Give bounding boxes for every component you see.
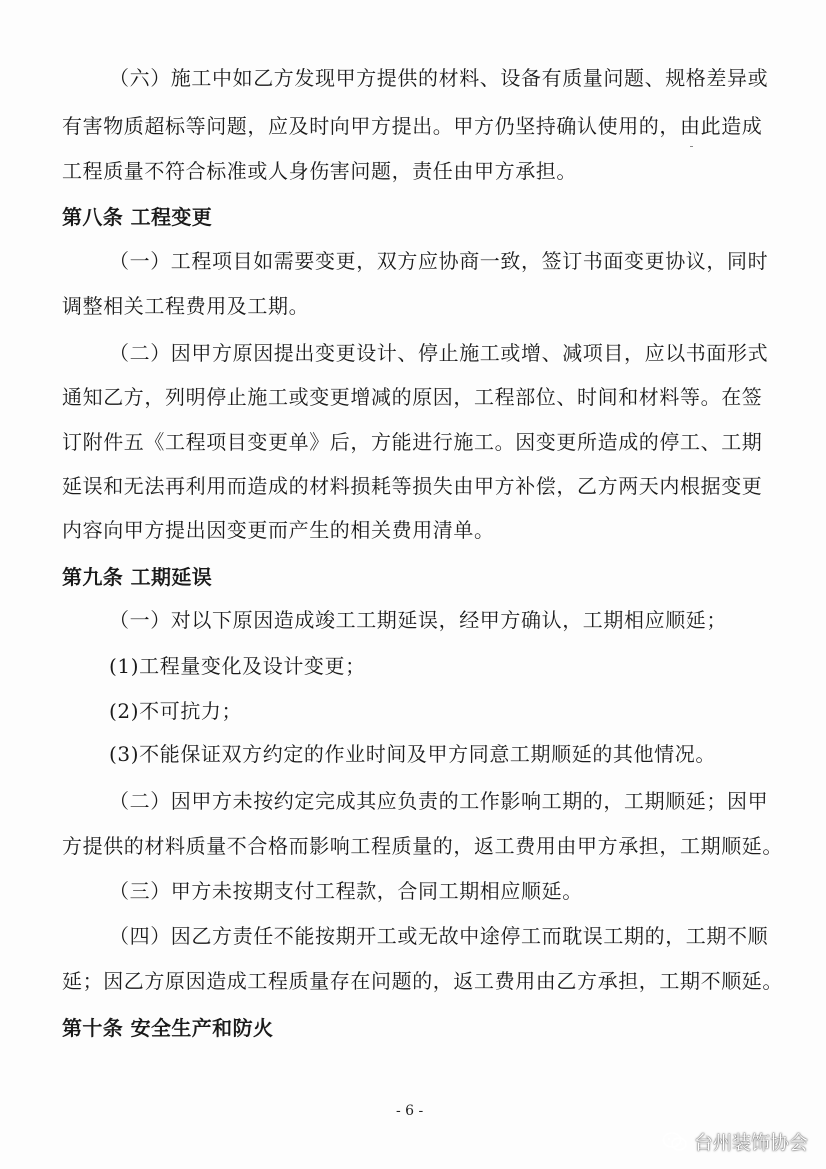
list-item: (3)不能保证双方约定的作业时间及甲方同意工期顺延的其他情况。 (109, 742, 716, 766)
list-item: (2)不可抗力； (109, 699, 243, 723)
section-heading: 第八条 工程变更 (62, 205, 213, 229)
paragraph-line: 工程质量不符合标准或人身伤害问题，责任由甲方承担。 (62, 159, 577, 183)
paragraph-line: （六）施工中如乙方发现甲方提供的材料、设备有质量问题、规格差异或 (109, 66, 769, 90)
paragraph-line: （一）对以下原因造成竣工工期延误，经甲方确认，工期相应顺延； (109, 608, 727, 632)
paragraph-line: （二）因甲方原因提出变更设计、停止施工或增、减项目，应以书面形式 (109, 341, 769, 365)
section-heading: 第九条 工期延误 (62, 565, 213, 589)
paragraph-line: （二）因甲方未按约定完成其应负责的工作影响工期的，工期顺延；因甲 (109, 789, 769, 813)
watermark-text: 台州装饰协会 (693, 1132, 808, 1154)
page-number: - 6 - (396, 1103, 424, 1119)
paragraph-line: 内容向甲方提出因变更而产生的相关费用清单。 (62, 518, 495, 542)
watermark (662, 1128, 808, 1155)
paragraph-line: 通知乙方，列明停止施工或变更增减的原因，工程部位、时间和材料等。在签 (62, 385, 763, 409)
paragraph-line: （三）甲方未按期支付工程款，合同工期相应顺延。 (109, 879, 583, 903)
paragraph-line: 延误和无法再利用而造成的材料损耗等损失由甲方补偿，乙方两天内根据变更 (62, 474, 763, 498)
paragraph-line: 有害物质超标等问题，应及时向甲方提出。甲方仍坚持确认使用的，由此造成 (62, 114, 763, 138)
wechat-icon (662, 1131, 688, 1153)
scan-speck (690, 146, 693, 147)
paragraph-line: （四）因乙方责任不能按期开工或无故中途停工而耽误工期的，工期不顺 (109, 924, 769, 948)
paragraph-line: 订附件五《工程项目变更单》后，方能进行施工。因变更所造成的停工、工期 (62, 430, 763, 454)
paragraph-line: （一）工程项目如需要变更，双方应协商一致，签订书面变更协议，同时 (109, 249, 769, 273)
paragraph-line: 方提供的材料质量不合格而影响工程质量的，返工费用由甲方承担，工期顺延。 (62, 834, 783, 858)
list-item: (1)工程量变化及设计变更； (109, 654, 366, 678)
paragraph-line: 调整相关工程费用及工期。 (62, 294, 310, 318)
section-heading: 第十条 安全生产和防火 (62, 1016, 274, 1040)
paragraph-line: 延；因乙方原因造成工程质量存在问题的，返工费用由乙方承担，工期不顺延。 (62, 969, 783, 993)
